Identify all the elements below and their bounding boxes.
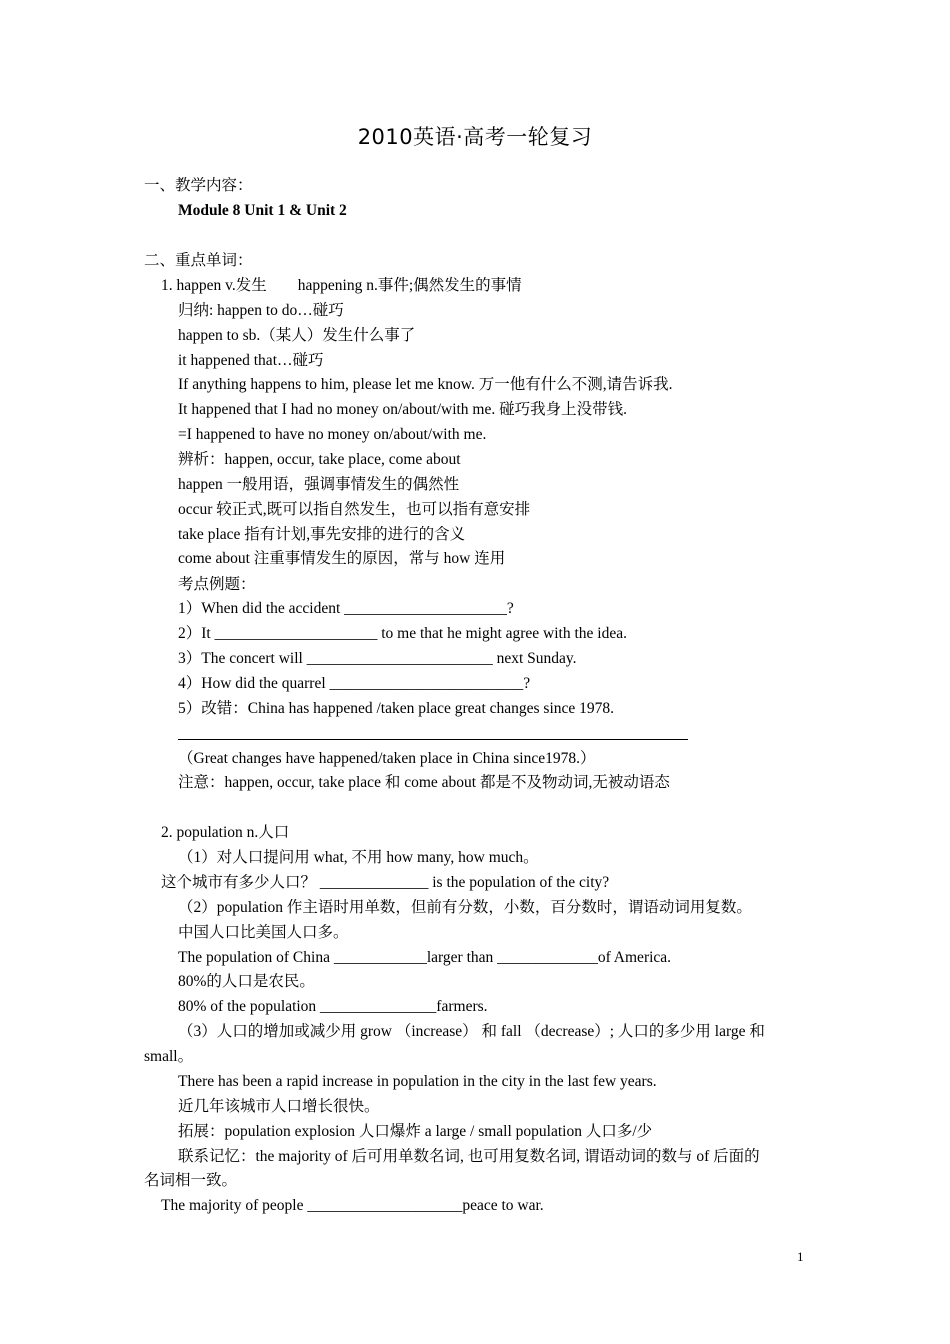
text-line: come about 注重事情发生的原因，常与 how 连用 (178, 550, 506, 567)
section-heading-2: 二、重点单词： (144, 252, 253, 269)
text-line: 归纳: happen to do…碰巧 (178, 302, 344, 319)
text-line: （1）对人口提问用 what, 不用 how many, how much。 (178, 849, 539, 866)
exercise-item: 4）How did the quarrel _________________________? (178, 675, 531, 692)
answer-blank-line (178, 739, 688, 740)
text-line: （2）population 作主语时用单数，但前有分数，小数，百分数时，谓语动词用复数。 (178, 899, 752, 916)
text-line: 近几年该城市人口增长很快。 (178, 1098, 380, 1115)
exercise-item: 3）The concert will ________________________ next Sunday. (178, 650, 577, 667)
word-entry-population: 2. population n.人口 (161, 824, 290, 841)
text-line: 这个城市有多少人口？ ______________ is the population of the city? (161, 874, 610, 891)
text-line: take place 指有计划,事先安排的进行的含义 (178, 526, 466, 543)
text-line: 联系记忆：the majority of 后可用单数名词, 也可用复数名词, 谓语动词的数与 of 后面的 (178, 1148, 760, 1165)
text-line: There has been a rapid increase in population in the city in the last few years. (178, 1073, 657, 1090)
page-title: 2010英语·高考一轮复习 (357, 125, 593, 149)
exercise-item: 2）It _____________________ to me that he might agree with the idea. (178, 625, 627, 642)
text-line: 考点例题： (178, 576, 256, 593)
word-entry-happen: 1. happen v.发生 happening n.事件;偶然发生的事情 (161, 277, 522, 294)
module-title: Module 8 Unit 1 & Unit 2 (178, 202, 347, 219)
text-line: The majority of people ____________________peace to war. (161, 1197, 544, 1214)
text-line: happen 一般用语，强调事情发生的偶然性 (178, 476, 460, 493)
text-line: occur 较正式,既可以指自然发生，也可以指有意安排 (178, 501, 531, 518)
text-line: happen to sb.（某人）发生什么事了 (178, 327, 416, 344)
exercise-item: 5）改错：China has happened /taken place great changes since 1978. (178, 700, 615, 717)
text-line: 名词相一致。 (144, 1172, 238, 1189)
text-line: 注意：happen, occur, take place 和 come about 都是不及物动词,无被动语态 (178, 774, 670, 791)
text-line: small。 (144, 1048, 194, 1065)
page-number: 1 (797, 1249, 804, 1264)
text-line: （Great changes have happened/taken place in China since1978.） (178, 750, 596, 767)
text-line: 80% of the population _______________farmers. (178, 998, 488, 1015)
text-line: =I happened to have no money on/about/with me. (178, 426, 487, 443)
text-line: It happened that I had no money on/about/with me. 碰巧我身上没带钱. (178, 401, 627, 418)
text-line: 中国人口比美国人口多。 (178, 924, 349, 941)
section-heading-1: 一、教学内容： (144, 177, 253, 194)
text-line: （3）人口的增加或减少用 grow （increase） 和 fall （decrease）; 人口的多少用 large 和 (178, 1023, 765, 1040)
text-line: 80%的人口是农民。 (178, 973, 315, 990)
text-line: it happened that…碰巧 (178, 352, 324, 369)
exercise-item: 1）When did the accident _____________________? (178, 600, 514, 617)
text-line: 拓展：population explosion 人口爆炸 a large / small population 人口多/少 (178, 1123, 653, 1140)
text-line: 辨析：happen, occur, take place, come about (178, 451, 461, 468)
text-line: The population of China ____________larger than _____________of America. (178, 949, 672, 966)
text-line: If anything happens to him, please let me know. 万一他有什么不测,请告诉我. (178, 376, 673, 393)
